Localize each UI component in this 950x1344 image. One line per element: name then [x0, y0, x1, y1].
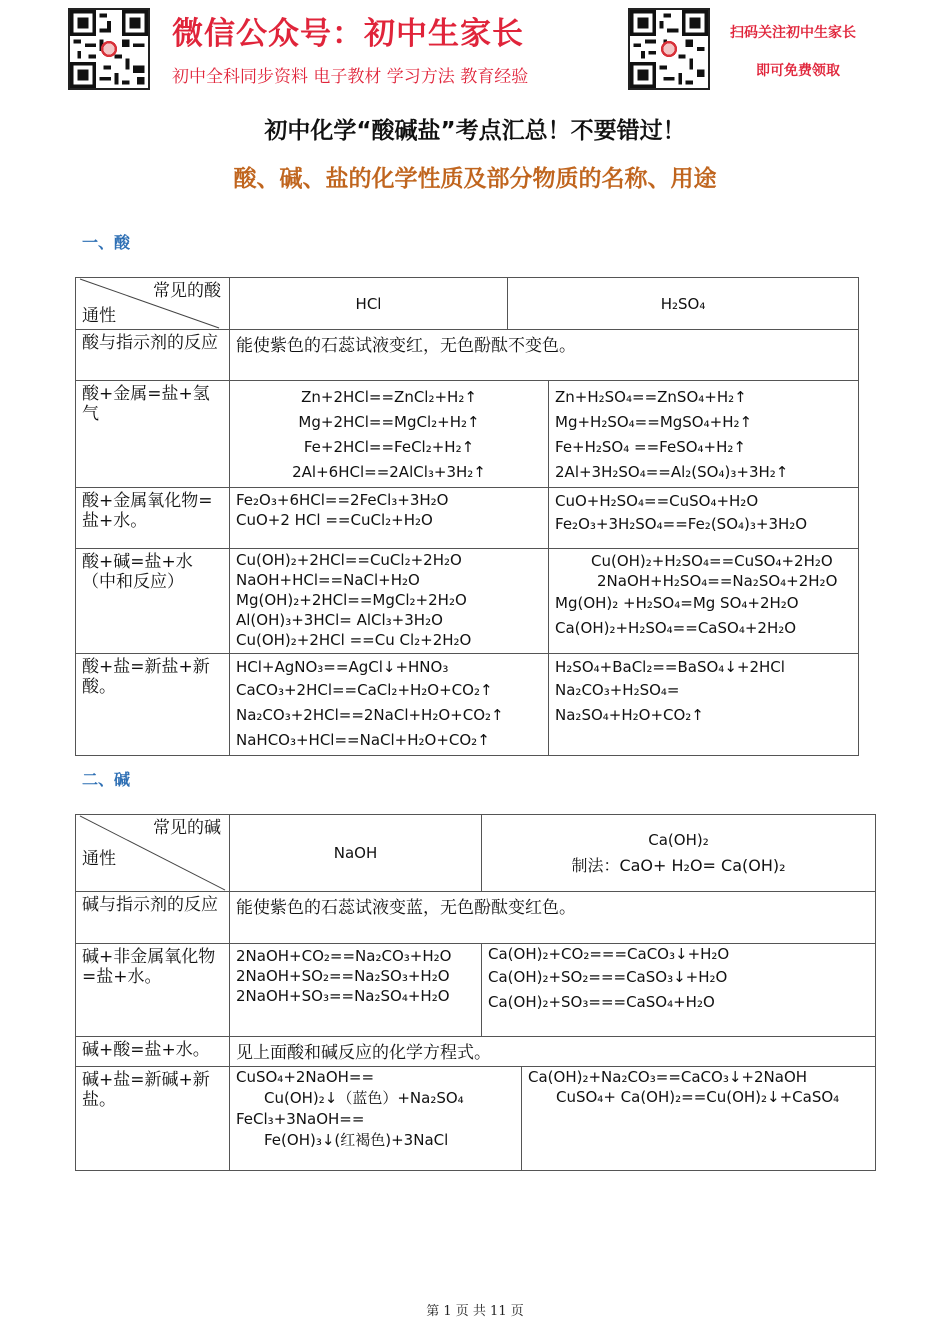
row-label: 碱+非金属氧化物=盐+水。: [76, 944, 230, 1037]
table-row: [76, 1067, 876, 1171]
equation-line: CuO+2 HCl ==CuCl₂+H₂O: [236, 511, 433, 529]
equation-line: Ca(OH)₂+Na₂CO₃==CaCO₃↓+2NaOH: [528, 1068, 808, 1086]
equation-line: 2Al+3H₂SO₄==Al₂(SO₄)₃+3H₂↑: [555, 463, 789, 481]
document-title: 初中化学“酸碱盐”考点汇总！不要错过！: [264, 118, 686, 144]
equation-line: Mg(OH)₂+2HCl==MgCl₂+2H₂O: [236, 591, 467, 609]
equation-line: Ca(OH)₂+H₂SO₄==CaSO₄+2H₂O: [555, 619, 797, 637]
table-row: [76, 654, 859, 756]
equation-line: Ca(OH)₂+SO₃===CaSO₄+H₂O: [488, 993, 715, 1011]
equation-line: Zn+H₂SO₄==ZnSO₄+H₂↑: [555, 388, 747, 406]
table-row: [76, 488, 859, 549]
equation-line: Zn+2HCl==ZnCl₂+H₂↑: [301, 388, 477, 406]
equation-cell: [230, 549, 549, 654]
equation-line: Ca(OH)₂+CO₂===CaCO₃↓+H₂O: [488, 945, 730, 963]
equation-line: Fe(OH)₃↓(红褐色)+3NaCl: [264, 1131, 449, 1149]
row-label: 碱+盐=新碱+新盐。: [76, 1067, 230, 1171]
diagonal-header-cell: [76, 815, 230, 892]
equation-line: CuSO₄+2NaOH==: [236, 1068, 375, 1086]
equation-line: Cu(OH)₂+2HCl==CuCl₂+2H₂O: [236, 551, 462, 569]
equation-line: 2NaOH+SO₃==Na₂SO₄+H₂O: [236, 987, 450, 1005]
equation-line: CuSO₄+ Ca(OH)₂==Cu(OH)₂↓+CaSO₄: [556, 1088, 840, 1106]
equation-line: Mg(OH)₂ +H₂SO₄=Mg SO₄+2H₂O: [555, 594, 799, 612]
row-label: 碱+酸=盐+水。: [76, 1037, 230, 1067]
corner-label-bottom: 通性: [82, 849, 116, 869]
equation-cell: [549, 654, 859, 756]
equation-line: Na₂SO₄+H₂O+CO₂↑: [555, 706, 704, 724]
base-table: [75, 814, 876, 1171]
equation-cell: [230, 654, 549, 756]
document-subtitle: 酸、碱、盐的化学性质及部分物质的名称、用途: [233, 166, 717, 192]
row-label: 酸与指示剂的反应: [76, 330, 230, 381]
equation-line: Fe+H₂SO₄ ==FeSO₄+H₂↑: [555, 438, 746, 456]
equation-line: Cu(OH)₂+H₂SO₄==CuSO₄+2H₂O: [591, 552, 833, 570]
equation-cell: [522, 1067, 876, 1171]
row-label: 酸+金属=盐+氢气: [76, 381, 230, 488]
caoh2-preparation: 制法：CaO+ H₂O= Ca(OH)₂: [571, 856, 786, 875]
equation-cell: [549, 549, 859, 654]
row-text: 见上面酸和碱反应的化学方程式。: [230, 1037, 876, 1067]
banner-title: 微信公众号：初中生家长: [172, 16, 524, 52]
row-label: 酸+碱=盐+水（中和反应）: [76, 549, 230, 654]
row-label: 酸+盐=新盐+新酸。: [76, 654, 230, 756]
equation-cell: [230, 944, 482, 1037]
equation-line: Al(OH)₃+3HCl= AlCl₃+3H₂O: [236, 611, 443, 629]
equation-line: 2Al+6HCl==2AlCl₃+3H₂↑: [292, 463, 486, 481]
equation-cell: [549, 488, 859, 549]
table-row: [76, 549, 859, 654]
equation-cell: [549, 381, 859, 488]
base-header-row: [76, 815, 876, 892]
acid-header-row: [76, 278, 859, 330]
equation-line: 2NaOH+H₂SO₄==Na₂SO₄+2H₂O: [597, 572, 838, 590]
equation-cell: [482, 944, 876, 1037]
banner-side-line1: 扫码关注初中生家长: [730, 25, 856, 41]
equation-cell: [230, 488, 549, 549]
section-heading-base: 二、碱: [82, 770, 131, 789]
row-label: 碱与指示剂的反应: [76, 892, 230, 944]
equation-line: NaHCO₃+HCl==NaCl+H₂O+CO₂↑: [236, 731, 490, 749]
banner-side-line2: 即可免费领取: [756, 63, 840, 79]
table-row: [76, 381, 859, 488]
banner-subtitle: 初中全科同步资料 电子教材 学习方法 教育经验: [172, 67, 529, 87]
qr-code-right: [628, 8, 710, 90]
column-header-caoh2: [482, 815, 876, 892]
column-header-naoh: NaOH: [230, 815, 482, 892]
equation-line: CaCO₃+2HCl==CaCl₂+H₂O+CO₂↑: [236, 681, 493, 699]
equation-line: Na₂CO₃+H₂SO₄=: [555, 681, 680, 699]
equation-line: H₂SO₄+BaCl₂==BaSO₄↓+2HCl: [555, 658, 785, 676]
equation-line: Fe+2HCl==FeCl₂+H₂↑: [303, 438, 475, 456]
diagonal-header-cell: [76, 278, 230, 330]
row-text: 能使紫色的石蕊试液变蓝，无色酚酞变红色。: [230, 892, 876, 944]
equation-line: Mg+2HCl==MgCl₂+H₂↑: [298, 413, 480, 431]
equation-line: Mg+H₂SO₄==MgSO₄+H₂↑: [555, 413, 753, 431]
equation-cell: [230, 381, 549, 488]
section-heading-acid: 一、酸: [82, 233, 131, 252]
caoh2-header-name: Ca(OH)₂: [648, 831, 709, 849]
equation-line: Na₂CO₃+2HCl==2NaCl+H₂O+CO₂↑: [236, 706, 504, 724]
qr-code-left: [68, 8, 150, 90]
corner-label-bottom: 通性: [82, 306, 116, 326]
row-text: 能使紫色的石蕊试液变红，无色酚酞不变色。: [230, 330, 859, 381]
equation-line: Cu(OH)₂+2HCl ==Cu Cl₂+2H₂O: [236, 631, 472, 649]
corner-label-top: 常见的碱: [153, 818, 221, 838]
equation-line: Ca(OH)₂+SO₂===CaSO₃↓+H₂O: [488, 968, 728, 986]
equation-line: CuO+H₂SO₄==CuSO₄+H₂O: [555, 492, 759, 510]
table-row: [76, 1037, 876, 1067]
table-row: [76, 892, 876, 944]
table-row: [76, 944, 876, 1037]
row-label: 酸+金属氧化物=盐+水。: [76, 488, 230, 549]
equation-line: 2NaOH+SO₂==Na₂SO₃+H₂O: [236, 967, 450, 985]
equation-line: NaOH+HCl==NaCl+H₂O: [236, 571, 420, 589]
equation-line: 2NaOH+CO₂==Na₂CO₃+H₂O: [236, 947, 452, 965]
equation-line: HCl+AgNO₃==AgCl↓+HNO₃: [236, 658, 449, 676]
page-footer: 第 1 页 共 11 页: [426, 1304, 524, 1319]
column-header-h2so4: H₂SO₄: [508, 278, 859, 330]
equation-line: FeCl₃+3NaOH==: [236, 1110, 365, 1128]
equation-cell: [230, 1067, 522, 1171]
equation-line: Fe₂O₃+3H₂SO₄==Fe₂(SO₄)₃+3H₂O: [555, 515, 808, 533]
equation-line: Fe₂O₃+6HCl==2FeCl₃+3H₂O: [236, 491, 449, 509]
corner-label-top: 常见的酸: [153, 281, 221, 301]
acid-table: [75, 277, 859, 756]
column-header-hcl: HCl: [230, 278, 508, 330]
table-row: [76, 330, 859, 381]
equation-line: Cu(OH)₂↓（蓝色）+Na₂SO₄: [264, 1089, 464, 1107]
